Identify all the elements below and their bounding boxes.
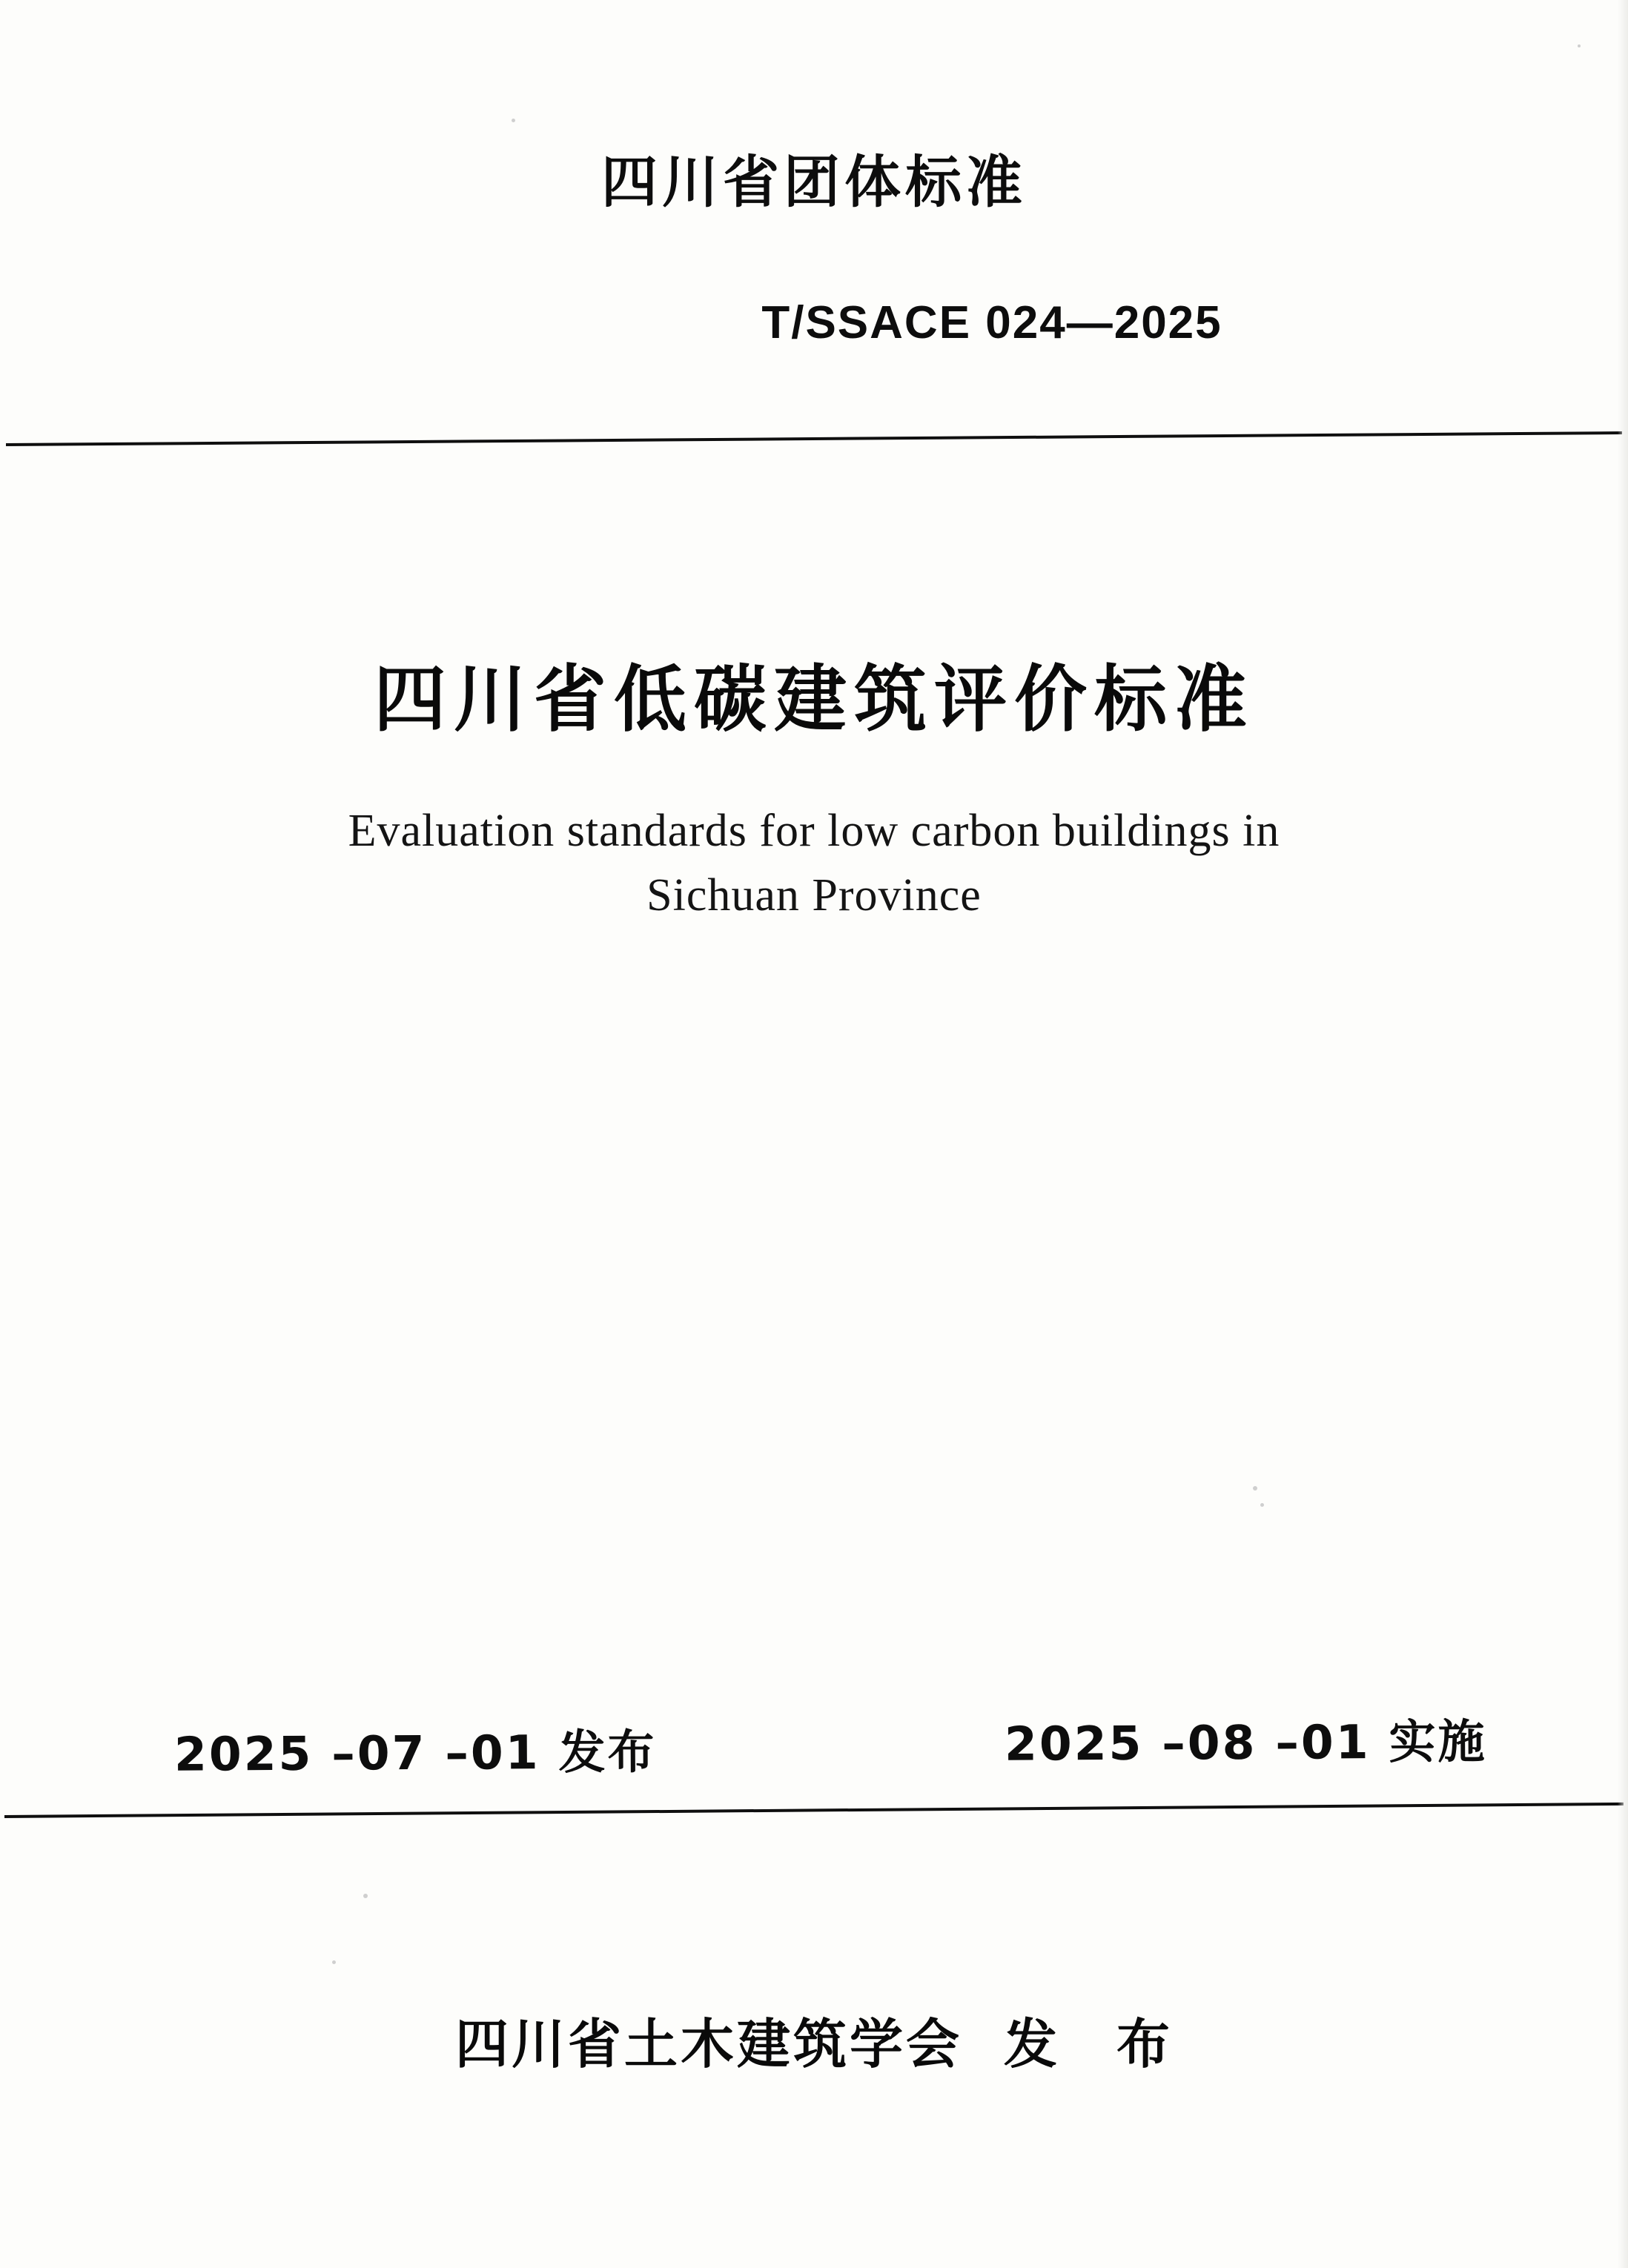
effective-date: 2025 –08 –01 实施 xyxy=(1004,1714,1487,1771)
publisher-line xyxy=(0,2001,1628,2078)
issue-date: 2025 –07 –01 发布 xyxy=(173,1725,657,1782)
header-divider-line xyxy=(6,431,1622,446)
footer-divider-line xyxy=(4,1803,1624,1818)
scan-speck xyxy=(363,1894,368,1898)
document-title-english xyxy=(0,804,1628,923)
header-divider xyxy=(0,428,1628,436)
document-title-english-line1: Evaluation standards for low carbon buildings in xyxy=(348,806,1280,856)
standard-series-heading: 四川省团体标准 xyxy=(601,149,1027,215)
scan-speck xyxy=(332,1960,336,1964)
document-title-chinese: 四川省低碳建筑评价标准 xyxy=(373,657,1254,742)
publisher-action: 发 布 xyxy=(1004,2013,1174,2075)
scan-speck xyxy=(1253,1486,1257,1491)
scan-speck xyxy=(1260,1503,1264,1507)
document-title-english-line2: Sichuan Province xyxy=(646,870,982,921)
standard-code: T/SSACE 024—2025 xyxy=(761,297,1222,348)
scan-speck xyxy=(1578,44,1581,47)
footer-divider xyxy=(0,1797,1628,1806)
date-row xyxy=(0,1716,1628,1797)
scan-speck xyxy=(512,119,515,122)
page-edge-shadow xyxy=(1618,0,1628,2268)
publisher-name: 四川省土木建筑学会 xyxy=(454,2013,962,2075)
